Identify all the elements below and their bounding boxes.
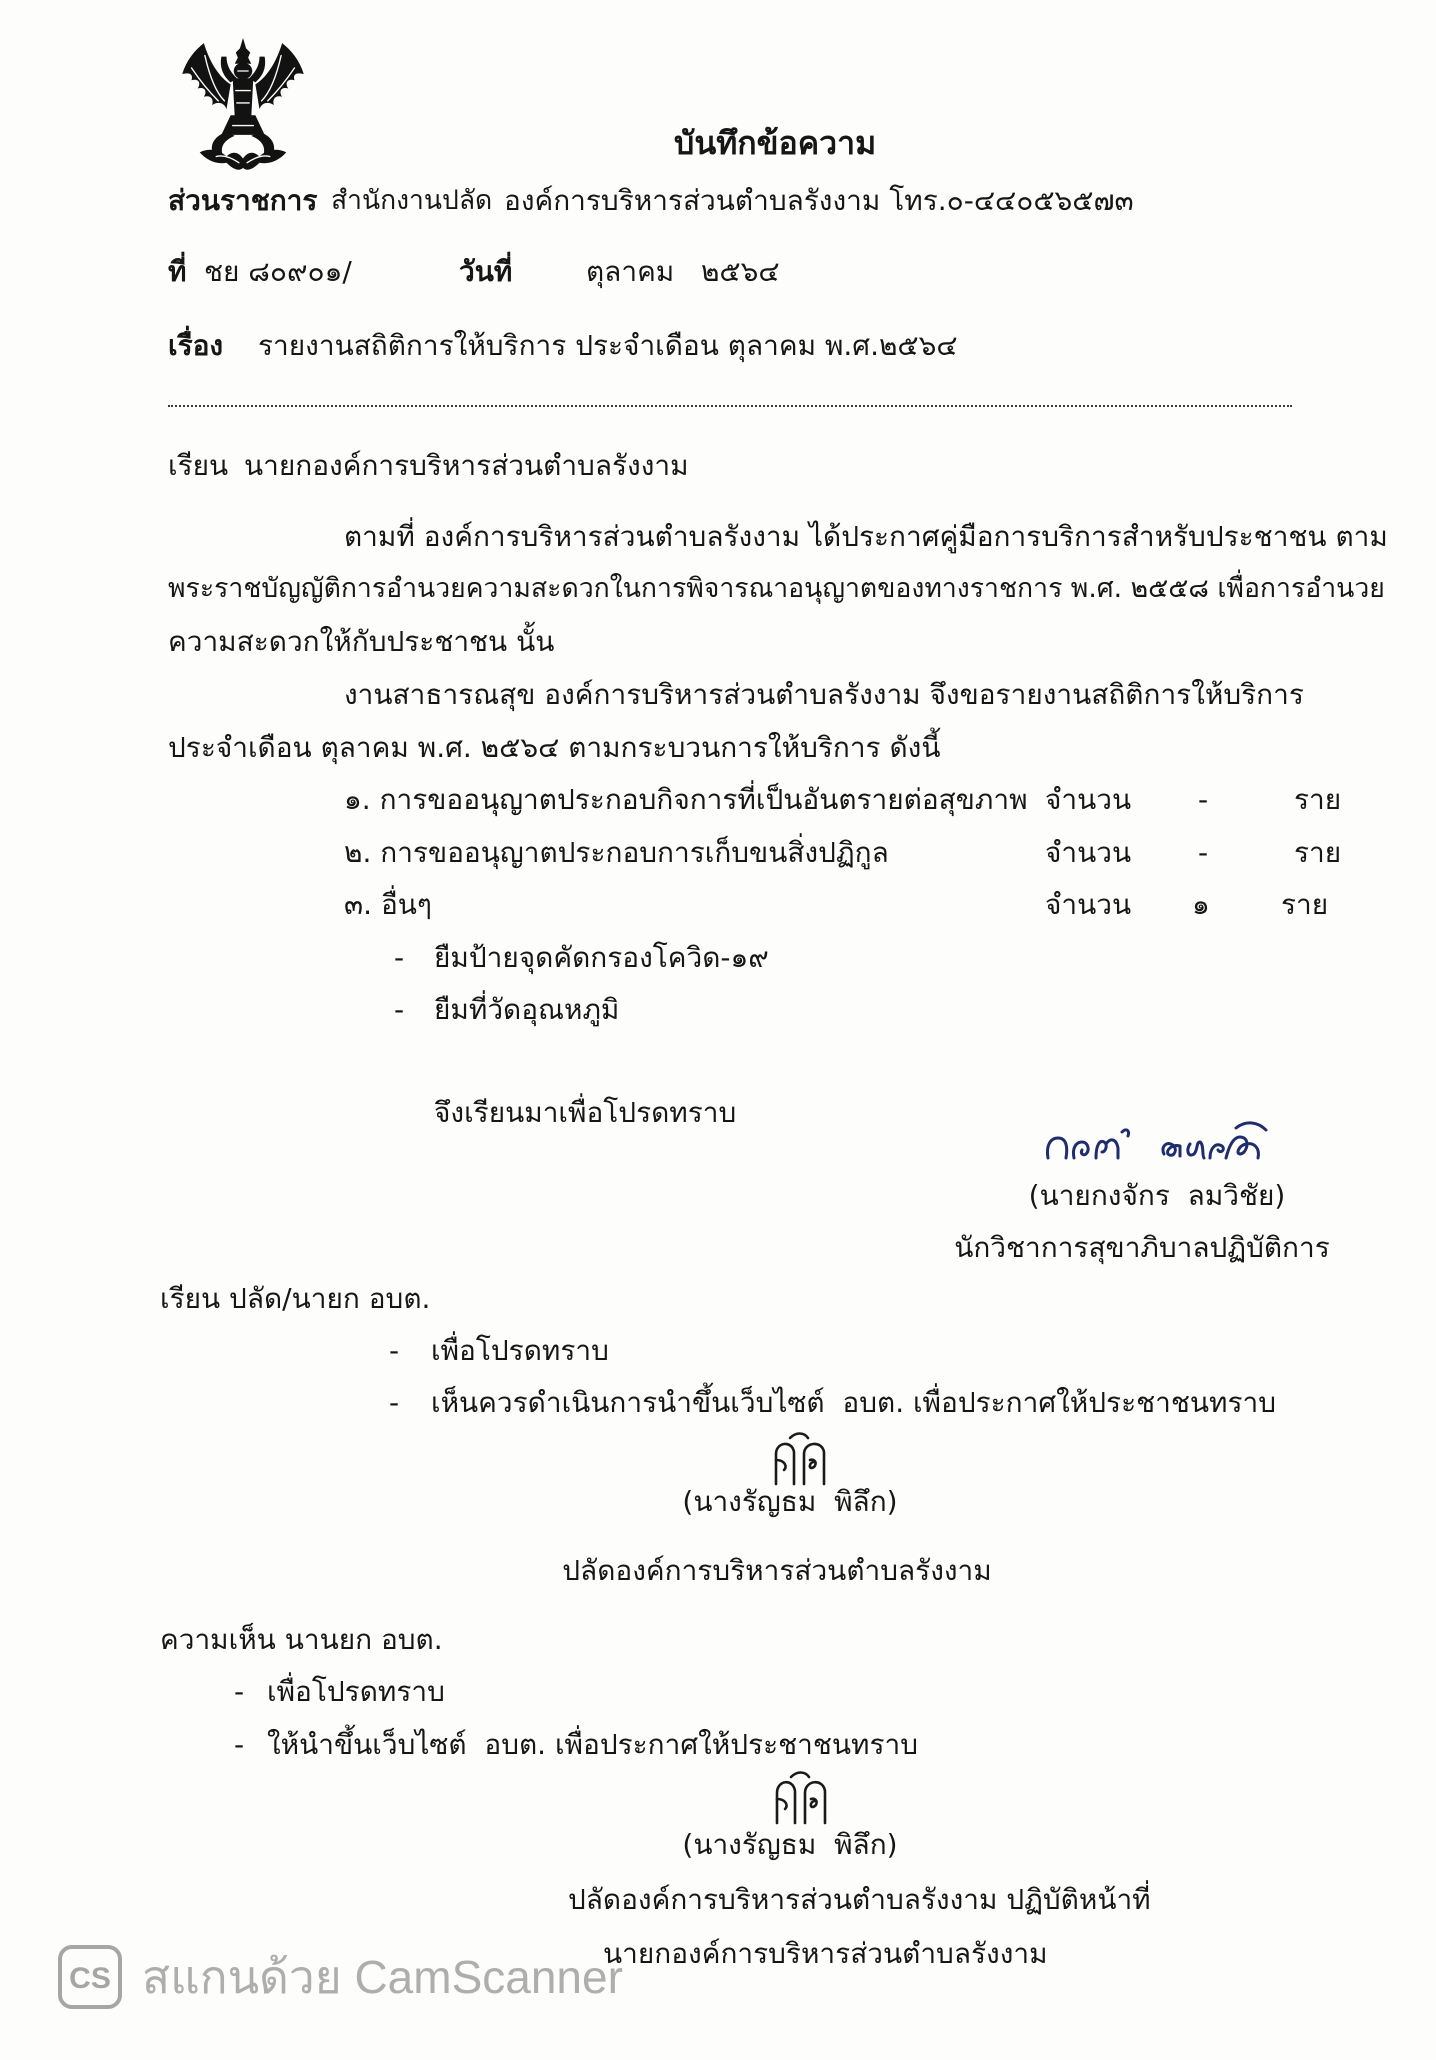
service-item-count: ๑ xyxy=(1192,888,1210,921)
opinion-heading: ความเห็น นานยก อบต. xyxy=(160,1623,443,1656)
service-item-unit: ราย xyxy=(1294,783,1342,816)
service-item-label: ๒. การขออนุญาตประกอบการเก็บขนสิ่งปฏิกูล xyxy=(344,836,889,869)
addressee-value: นายกองค์การบริหารส่วนตำบลรังงาม xyxy=(244,449,689,482)
sub-item: ยืมที่วัดอุณหภูมิ xyxy=(434,993,620,1026)
paragraph-2-line: ประจำเดือน ตุลาคม พ.ศ. ๒๕๖๔ ตามกระบวนการให้บริการ ดังนี้ xyxy=(168,731,941,764)
paragraph-1-line: ความสะดวกให้กับประชาชน นั้น xyxy=(168,625,555,658)
service-item-count-label: จำนวน xyxy=(1045,836,1132,869)
camscanner-logo-text: CS xyxy=(69,1962,111,1995)
opinion-signer-acting-position: นายกองค์การบริหารส่วนตำบลรังงาม xyxy=(603,1937,1048,1970)
bullet-dash: - xyxy=(394,941,405,974)
bullet-dash: - xyxy=(394,993,405,1026)
camscanner-logo-icon xyxy=(57,1944,123,2010)
bullet-dash: - xyxy=(389,1334,400,1367)
closing-line: จึงเรียนมาเพื่อโปรดทราบ xyxy=(434,1096,737,1129)
review-signer-position: ปลัดองค์การบริหารส่วนตำบลรังงาม xyxy=(562,1554,992,1587)
date-label: วันที่ xyxy=(459,255,513,288)
paragraph-2-line: งานสาธารณสุข องค์การบริหารส่วนตำบลรังงาม จึงขอรายงานสถิติการให้บริการ xyxy=(344,678,1304,711)
department-office: สำนักงานปลัด xyxy=(331,185,493,216)
service-item-label: ๓. อื่นๆ xyxy=(344,888,432,921)
header-divider xyxy=(168,405,1292,407)
author-name: (นายกงจักร ลมวิชัย) xyxy=(1028,1179,1286,1212)
review-note: เพื่อโปรดทราบ xyxy=(431,1334,609,1367)
garuda-emblem-icon xyxy=(179,37,307,173)
opinion-note: ให้นำขึ้นเว็บไซต์ อบต. เพื่อประกาศให้ประชาชนทราบ xyxy=(267,1728,918,1761)
reference-number: ชย ๘๐๙๐๑/ xyxy=(204,255,352,288)
review-signer-name: (นางรัญธม พิลึก) xyxy=(682,1485,898,1518)
opinion-signer-position: ปลัดองค์การบริหารส่วนตำบลรังงาม ปฏิบัติหน้าที่ xyxy=(568,1883,1151,1916)
service-item-unit: ราย xyxy=(1294,836,1342,869)
review-addressee: เรียน ปลัด/นายก อบต. xyxy=(160,1282,431,1315)
bullet-dash: - xyxy=(234,1675,245,1708)
subject-value: รายงานสถิติการให้บริการ ประจำเดือน ตุลาคม พ.ศ.๒๕๖๔ xyxy=(258,329,958,362)
page-title: บันทึกข้อความ xyxy=(674,124,877,162)
subject-label: เรื่อง xyxy=(168,329,224,362)
bullet-dash: - xyxy=(389,1386,400,1419)
camscanner-watermark: สแกนด้วย CamScanner xyxy=(142,1951,623,2003)
opinion-signature xyxy=(764,1768,834,1828)
reference-label: ที่ xyxy=(168,255,187,288)
department-label: ส่วนราชการ xyxy=(168,184,318,217)
opinion-note: เพื่อโปรดทราบ xyxy=(267,1675,445,1708)
author-position: นักวิชาการสุขาภิบาลปฏิบัติการ xyxy=(954,1231,1330,1264)
review-note: เห็นควรดำเนินการนำขึ้นเว็บไซต์ อบต. เพื่อประกาศให้ประชาชนทราบ xyxy=(431,1386,1276,1419)
paragraph-1-line: ตามที่ องค์การบริหารส่วนตำบลรังงาม ได้ประกาศคู่มือการบริการสำหรับประชาชน ตาม xyxy=(344,520,1388,553)
date-value: ตุลาคม ๒๕๖๔ xyxy=(586,255,780,288)
addressee-label: เรียน xyxy=(168,449,229,482)
sub-item: ยืมป้ายจุดคัดกรองโควิด-๑๙ xyxy=(434,941,769,974)
service-item-count-label: จำนวน xyxy=(1045,888,1132,921)
service-item-count: - xyxy=(1198,783,1209,816)
opinion-signer-name: (นางรัญธม พิลึก) xyxy=(682,1828,898,1861)
author-signature xyxy=(1040,1114,1274,1170)
service-item-unit: ราย xyxy=(1281,888,1329,921)
service-item-count: - xyxy=(1198,836,1209,869)
service-item-label: ๑. การขออนุญาตประกอบกิจการที่เป็นอันตรายต่อสุขภาพ xyxy=(344,783,1028,816)
paragraph-1-line: พระราชบัญญัติการอำนวยความสะดวกในการพิจารณาอนุญาตของทางราชการ พ.ศ. ๒๕๕๘ เพื่อการอำนวย xyxy=(168,573,1385,604)
bullet-dash: - xyxy=(234,1728,245,1761)
department-organization-phone: องค์การบริหารส่วนตำบลรังงาม โทร.๐-๔๔๐๕๖๕๗๓ xyxy=(504,184,1134,217)
service-item-count-label: จำนวน xyxy=(1045,783,1132,816)
